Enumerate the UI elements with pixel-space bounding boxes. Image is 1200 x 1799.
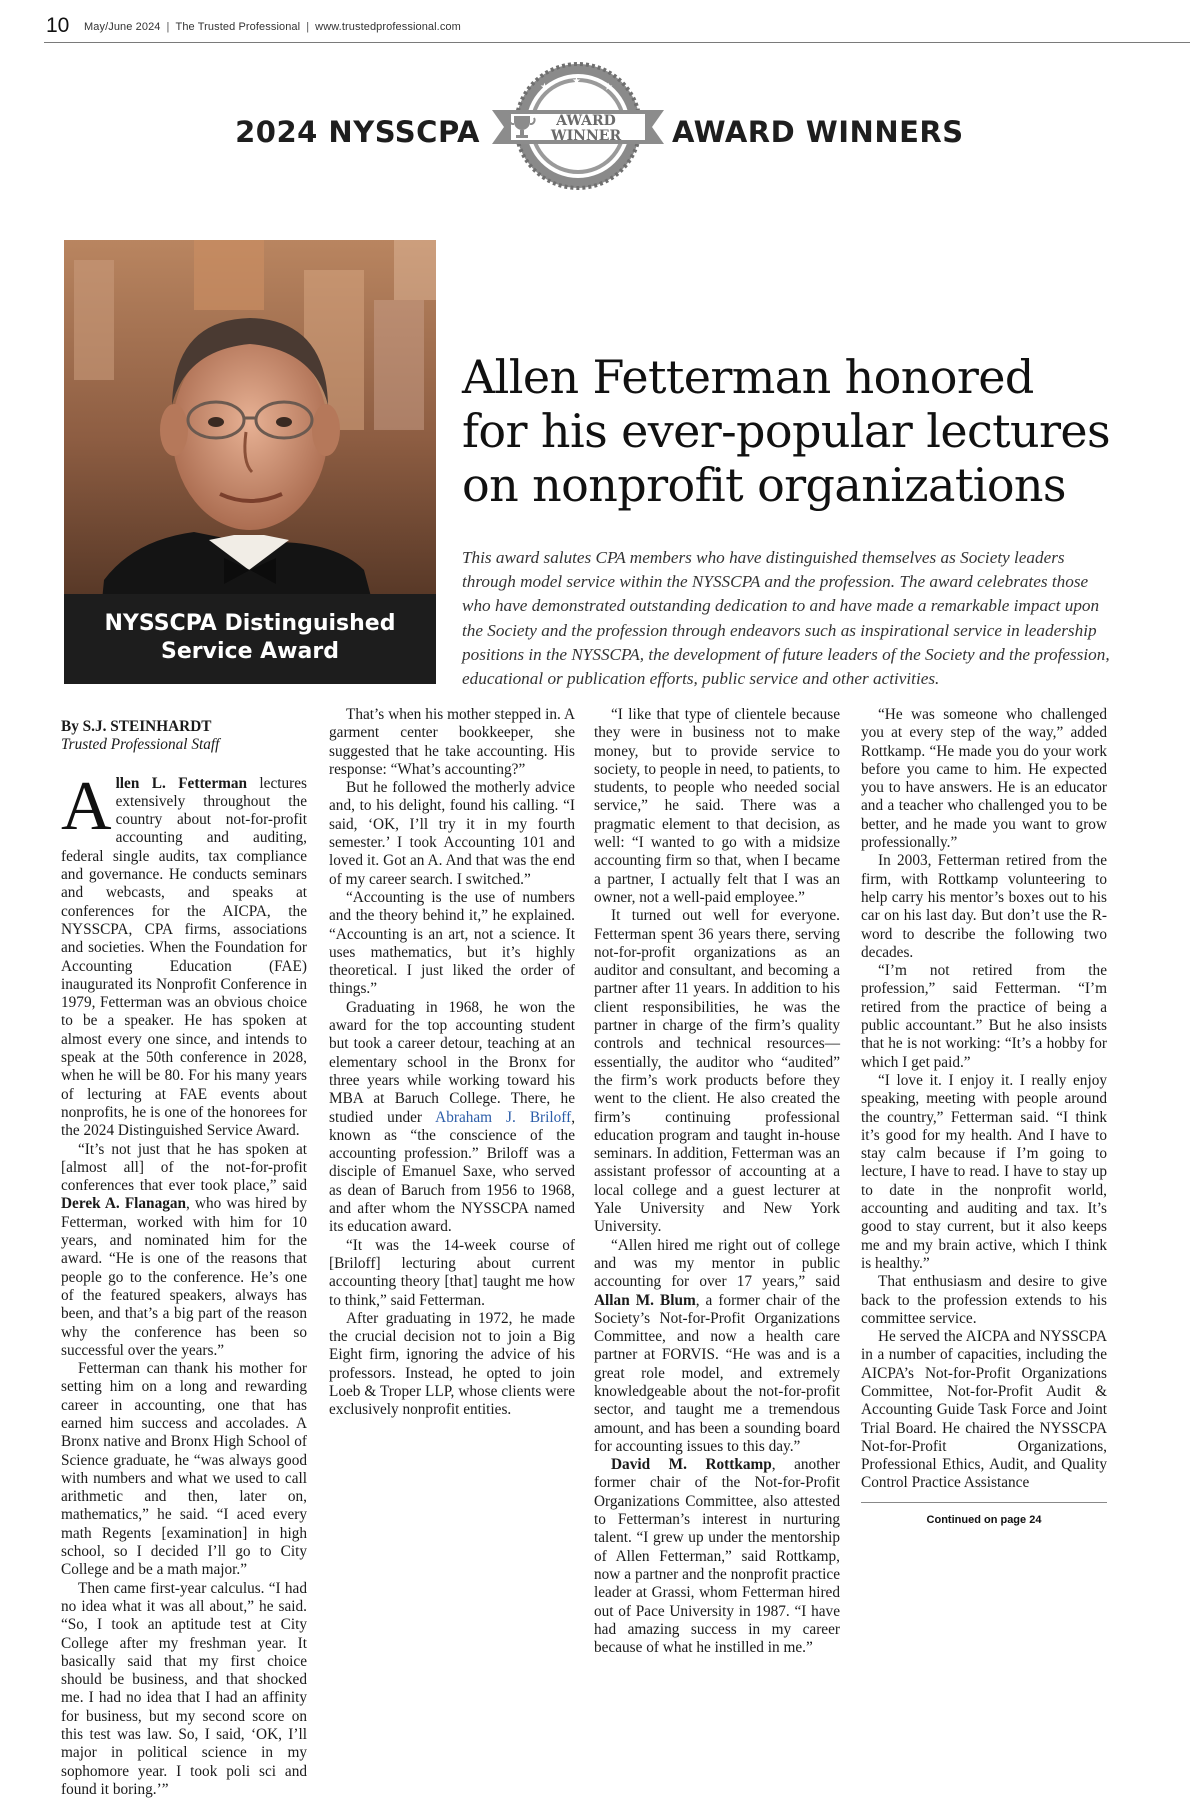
article-paragraph: “It was the 14-week course of [Briloff] lecturing about current accounting theory [that] taught me how to think,” said Fetterman. [329, 1236, 575, 1309]
award-caption-line1: NYSSCPA Distinguished [104, 611, 396, 636]
byline-title: Trusted Professional Staff [61, 736, 220, 754]
banner-right-text: AWARD WINNERS [672, 115, 964, 149]
issue-date: May/June 2024 [84, 21, 161, 33]
article-column-1 [61, 718, 307, 1799]
award-description: This award salutes CPA members who have distinguished themselves as Society leaders through model service within the NYSSCPA and the profession. The award celebrates those who have demonstrated outstanding dedication to and have made a remarkable impact upon the Society and the profession through endeavors such as inspirational service in leadership positions in the NYSSCPA, the development of future leaders of the Society and the profession, educational or publication efforts, public service and other activities. [462, 548, 1110, 689]
article-paragraph: “I love it. I enjoy it. I really enjoy speaking, meeting with people around the country,” Fetterman said. “I think it’s good for my health. And I have to stay calm because if I’m going to lecture, I have to read. I have to stay up to date in the nonprofit world, accounting and auditing and tax. It’s good to stay current, but it also keeps me and my brain active, which I think is healthy.” [861, 1071, 1107, 1272]
svg-text:★: ★ [540, 82, 549, 93]
award-winner-seal [490, 60, 666, 192]
svg-text:★: ★ [604, 82, 613, 93]
headline-line2: for his ever-popular lectures [462, 404, 1111, 458]
article-paragraph: But he followed the motherly advice and, to his delight, found his calling. “I said, ‘OK, I’ll try it in my fourth semester.’ I took Accounting 101 and loved it. Got an A. And that was the end of my career search. I switched.” [329, 779, 575, 888]
award-caption [64, 594, 436, 684]
article-paragraph: “He was someone who challenged you at every step of the way,” added Rottkamp. “He made you do your work before you came to him. He expected you to have answers. He is an educator and a teacher who challenged you to be better, and he made you want to grow professionally.” [861, 706, 1107, 852]
banner-left-text: 2024 NYSSCPA [235, 115, 480, 149]
publication-name: The Trusted Professional [175, 21, 301, 33]
svg-text:★: ★ [572, 76, 581, 87]
article-paragraph: “Allen hired me right out of college and was my mentor in public accounting for over 17 years,” said Allan M. Blum, a former chair of the Society’s Not-for-Profit Organizations Committee, and now a health care partner at FORVIS. “He was and is a great role model, and extremely knowledgeable about the not-for-profit sector, and taught me a tremendous amount, and has been a sounding board for accounting issues to this day.” [594, 1236, 840, 1455]
article-paragraph: In 2003, Fetterman retired from the firm, with Rottkamp volunteering to help carry his mentor’s boxes out to his car on his last day. But don’t use the R-word to describe the following two decades. [861, 852, 1107, 961]
seal-award-text: AWARD [556, 113, 616, 129]
article-paragraph: Allen L. Fetterman lectures extensively throughout the country about not-for-profit accounting and auditing, federal single audits, tax compliance and governance. He conducts seminars and webcasts, and speaks at conferences for the AICPA, the NYSSCPA, CPA firms, associations and societies. When the Foundation for Accounting Education (FAE) inaugurated its Nonprofit Conference in 1979, Fetterman was an obvious choice to be a speaker. He has spoken at almost every one since, and intends to speak at the 50th conference in 2028, when he will be 80. For his many years of lecturing at FAE events about nonprofits, he is one of the honorees for the 2024 Distinguished Service Award. [61, 767, 307, 1140]
headline-line3: on nonprofit organizations [462, 458, 1066, 512]
article-paragraph: After graduating in 1972, he made the crucial decision not to join a Big Eight firm, ignoring the advice of his professors. Instead, he opted to join Loeb & Troper LLP, whose clients were exclusively nonprofit entities. [329, 1309, 575, 1419]
seal-winner-text: WINNER [550, 128, 622, 144]
article-paragraph: “It’s not just that he has spoken at [almost all] of the not-for-profit conferences that ever took place,” said Derek A. Flanagan, who was hired by Fetterman, worked with him for 10 years, and nominated him for the award. “He is one of the reasons that people go to the conference. He’s one of the featured speakers, always has been, and that’s a big part of the reason why the conference has been so successful over the years.” [61, 1140, 308, 1359]
article-paragraph: “I like that type of clientele because they were in business not to make money, but to provide service to society, to people in need, to patients, to students, to people who needed social service,” he said. There was a pragmatic element to that decision, as well: “I wanted to go with a midsize accounting firm so that, when I became a partner, I actually felt that I was an owner, not a well-paid employee.” [594, 706, 840, 906]
running-header [44, 14, 1190, 43]
headline-line1: Allen Fetterman honored [462, 350, 1034, 404]
article-paragraph: David M. Rottkamp, another former chair of the Not-for-Profit Organizations Committee, also attested to Fetterman’s interest in nurturing talent. “I grew up under the mentorship of Allen Fetterman,” said Rottkamp, now a partner and the nonprofit practice leader at Grassi, whom Fetterman hired out of Pace University in 1987. “I have had amazing success in my career because of what he instilled in me.” [594, 1456, 840, 1657]
award-caption-line2: Service Award [161, 639, 339, 664]
continued-on-link[interactable]: Continued on page 24 [861, 1502, 1107, 1529]
article-paragraph: “Accounting is the use of numbers and the theory behind it,” he explained. “Accounting is an art, not a science. It uses mathematics, but it’s highly theoretical. I just liked the order of things.” [329, 888, 575, 998]
article-column-4 [861, 706, 1107, 1529]
article-paragraph: Fetterman can thank his mother for setting him on a long and rewarding career in accounting, one that has earned him success and accolades. A Bronx native and Bronx High School of Science graduate, he “was always good with numbers and what we used to call arithmetic and then, later on, mathematics,” he said. “I aced every math Regents [examination] in high school, so I decided I’ll go to City College and be a math major.” [61, 1360, 307, 1579]
article-paragraph: That’s when his mother stepped in. A garment center bookkeeper, she suggested that he take accounting. His response: “What’s accounting?” [329, 706, 575, 778]
portrait-photo [64, 240, 436, 684]
article-paragraph: That enthusiasm and desire to give back to the profession extends to his committee service. [861, 1273, 1107, 1327]
byline-author: By S.J. STEINHARDT [61, 718, 212, 735]
page-number: 10 [46, 14, 70, 37]
article-column-2 [329, 706, 575, 1562]
article-paragraph: It turned out well for everyone. Fetterman spent 36 years there, serving not-for-profit organizations as an auditor and consultant, and becoming a partner after 11 years. In addition to his client responsibilities, he was the partner in charge of the firm’s quality controls and technical resources—essentially, the auditor who “audited” the firm’s work products before they went to the client. He also created the firm’s continuing professional education program and taught in-house seminars. In addition, Fetterman was an assistant professor of accounting at a local college and a guest lecturer at Yale University and New York University. [594, 907, 840, 1236]
briloff-link[interactable]: Abraham J. Briloff [435, 1108, 572, 1126]
article-column-3 [594, 706, 840, 1657]
headline [462, 350, 1182, 512]
article-paragraph: Graduating in 1968, he won the award for the top accounting student but took a career detour, teaching at an elementary school in the Bronx for three years while working toward his MBA at Baruch College. There, he studied under Abraham J. Briloff, known as “the conscience of the accounting profession.” Briloff was a disciple of Emanuel Saxe, who served as dean of Baruch from 1956 to 1968, and after whom the NYSSCPA named its education award. [329, 998, 575, 1236]
issue-info: May/June 2024 | The Trusted Professional | www.trustedprofessional.com [84, 21, 461, 33]
article-paragraph: Then came first-year calculus. “I had no idea what it was all about,” he said. “So, I took an aptitude test at City College after my freshman year. It basically said that my first choice should be business, and that shocked me. I had no idea that I had an affinity for business, but my second score on this test was law. So, I said, ‘OK, I’ll major in political science in my sophomore year. I took poli sci and found it boring.’” [61, 1579, 307, 1798]
website-link[interactable]: www.trustedprofessional.com [315, 21, 461, 33]
article-paragraph: “I’m not retired from the profession,” said Fetterman. “I’m retired from the practice of being a public accountant.” But he also insists that he is not working: “It’s a hobby for which I get paid.” [861, 962, 1107, 1071]
article-paragraph: He served the AICPA and NYSSCPA in a number of capacities, including the AICPA’s Not-for-Profit Organizations Committee, Not-for-Profit Audit & Accounting Guide Task Force and Joint Trial Board. He chaired the NYSSCPA Not-for-Profit Organizations, Professional Ethics, Audit, and Quality Control Practice Assistance [861, 1328, 1107, 1492]
drop-cap: A [61, 767, 112, 845]
